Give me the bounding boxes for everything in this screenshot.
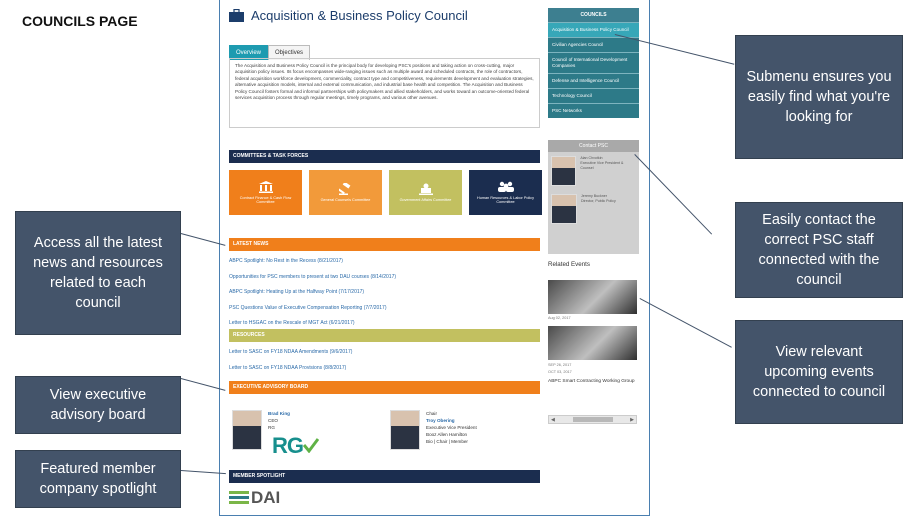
callout-events: View relevant upcoming events connected to council xyxy=(735,320,903,424)
avatar xyxy=(551,156,576,186)
committee-tile[interactable] xyxy=(229,170,302,215)
board-member-links[interactable]: Bio | Chair | Member xyxy=(426,439,468,444)
committee-label: Contract Finance & Cash Flow Committee xyxy=(239,196,292,204)
news-link[interactable]: ABPC Spotlight: No Rest in the Recess (8/21/2017) xyxy=(229,258,343,264)
page-title: Acquisition & Business Policy Council xyxy=(251,8,468,23)
scroll-left-icon[interactable]: ◀ xyxy=(551,416,555,423)
submenu-item-technology[interactable]: Technology Council xyxy=(548,88,639,103)
avatar xyxy=(232,410,262,450)
dai-stripes-icon xyxy=(229,491,249,505)
dai-logo[interactable]: DAI xyxy=(229,488,280,508)
board-member-name[interactable]: Troy Obering xyxy=(426,418,455,423)
event-date: SEP 26, 2017 xyxy=(548,363,572,367)
building-icon xyxy=(259,181,273,193)
callout-contact: Easily contact the correct PSC staff connected with the council xyxy=(735,202,903,298)
contact-role: Director, Public Policy xyxy=(581,199,616,203)
board-member-company: Booz Allen Hamilton xyxy=(426,432,468,437)
event-image[interactable] xyxy=(548,280,637,314)
submenu-item-defense[interactable]: Defense and Intelligence Council xyxy=(548,73,639,88)
committee-tile[interactable] xyxy=(389,170,462,215)
contact-name[interactable]: Jeremy Buckner xyxy=(581,194,607,198)
scroll-right-icon[interactable]: ▶ xyxy=(630,416,634,423)
news-link[interactable]: Letter to HSGAC on the Rescale of MGT Act (6/21/2017) xyxy=(229,320,355,326)
resources-list xyxy=(229,349,540,380)
event-date: Aug 02, 2017 xyxy=(548,316,571,320)
resources-heading: RESOURCES xyxy=(229,329,540,342)
submenu-heading: COUNCILS xyxy=(548,8,639,22)
related-events-title: Related Events xyxy=(548,261,590,268)
briefcase-icon xyxy=(228,9,245,23)
people-icon xyxy=(497,181,515,193)
events-scrollbar[interactable] xyxy=(548,415,637,424)
submenu-item-civilian[interactable]: Civilian Agencies Council xyxy=(548,37,639,52)
callout-board: View executive advisory board xyxy=(15,376,181,434)
board-member-role: CEO xyxy=(268,418,278,423)
board-member-role: Executive Vice President xyxy=(426,425,477,430)
councils-page-screenshot xyxy=(219,0,650,516)
resource-link[interactable]: Letter to SASC on FY18 NDAA Amendments (9/6/2017) xyxy=(229,349,353,355)
committee-label: General Counsels Committee xyxy=(320,198,371,202)
page-heading: COUNCILS PAGE xyxy=(22,13,138,29)
committee-label: Human Resources & Labor Policy Committee xyxy=(477,196,534,204)
latest-news-heading: LATEST NEWS xyxy=(229,238,540,251)
board-member xyxy=(390,410,477,450)
page-title-row xyxy=(228,8,468,23)
connector-line xyxy=(640,298,732,348)
check-icon xyxy=(303,437,319,453)
news-link[interactable]: PSC Questions Value of Executive Compensation Reporting (7/7/2017) xyxy=(229,304,387,311)
capitol-icon xyxy=(419,183,433,195)
contact-heading: Contact PSC xyxy=(548,140,639,152)
callout-news: Access all the latest news and resources related to each council xyxy=(15,211,181,335)
contact-psc-box xyxy=(548,140,639,254)
committees-heading: COMMITTEES & TASK FORCES xyxy=(229,150,540,163)
board-member-prefix: Chair xyxy=(426,411,437,416)
committee-tile[interactable] xyxy=(469,170,542,215)
contact-role: Executive Vice President & Counsel xyxy=(580,161,624,170)
callout-spotlight: Featured member company spotlight xyxy=(15,450,181,508)
contact-person xyxy=(548,190,639,228)
news-link[interactable]: Opportunities for PSC members to present at two DAU courses (8/14/2017) xyxy=(229,273,397,280)
committee-tiles xyxy=(229,170,542,215)
overview-text: The Acquisition and Business Policy Council is the principal body for developing PSC's positions and taking action on cross-cutting, major acquisition policy issues. Its focus encompasses wide-ranging issues such as multiple award and scheduled contracts, the role of contractors, federal acquisition workforce development, commerciality, contract type and competitiveness, requirements development and evaluation strategies, alternative acquisition models, internal and external communication, and industrial base health and competition. The Acquisition and Business Policy Council fosters formal and informal partnerships with policymakers and allied stakeholders, and works toward an outcome-oriented federal services acquisition process through regular meetings, timely programs, and various other avenues. xyxy=(229,58,540,128)
rg-logo: RG xyxy=(272,433,319,459)
resource-link[interactable]: Letter to SASC on FY18 NDAA Provisions (8/8/2017) xyxy=(229,364,347,371)
board-member-company: RG xyxy=(268,425,275,430)
contact-person xyxy=(548,152,639,190)
callout-submenu: Submenu ensures you easily find what you're looking for xyxy=(735,35,903,159)
tab-objectives[interactable]: Objectives xyxy=(268,45,310,60)
avatar xyxy=(551,194,577,224)
tab-overview[interactable]: Overview xyxy=(229,45,268,60)
advisory-board-heading: EXECUTIVE ADVISORY BOARD xyxy=(229,381,540,394)
contact-name[interactable]: Alan Chvotkin xyxy=(580,156,603,160)
avatar xyxy=(390,410,420,450)
councils-submenu xyxy=(548,8,639,118)
member-spotlight-heading: MEMBER SPOTLIGHT xyxy=(229,470,540,483)
scroll-thumb[interactable] xyxy=(573,417,613,422)
committee-tile[interactable] xyxy=(309,170,382,215)
board-member-name[interactable]: Brad King xyxy=(268,411,290,416)
news-list xyxy=(229,258,540,336)
news-link[interactable]: ABPC Spotlight: Heating Up at the Halfway Point (7/17/2017) xyxy=(229,289,365,295)
event-date: OCT 03, 2017 xyxy=(548,370,572,374)
event-image[interactable] xyxy=(548,326,637,360)
submenu-item-acquisition[interactable]: Acquisition & Business Policy Council xyxy=(548,22,639,37)
committee-label: Government Affairs Committee xyxy=(399,198,452,202)
event-title[interactable]: ABPC Smart Contracting Working Group xyxy=(548,379,635,384)
submenu-item-international[interactable]: Council of International Development Companies xyxy=(548,52,639,73)
gavel-icon xyxy=(339,183,353,195)
submenu-item-networks[interactable]: PSC Networks xyxy=(548,103,639,118)
